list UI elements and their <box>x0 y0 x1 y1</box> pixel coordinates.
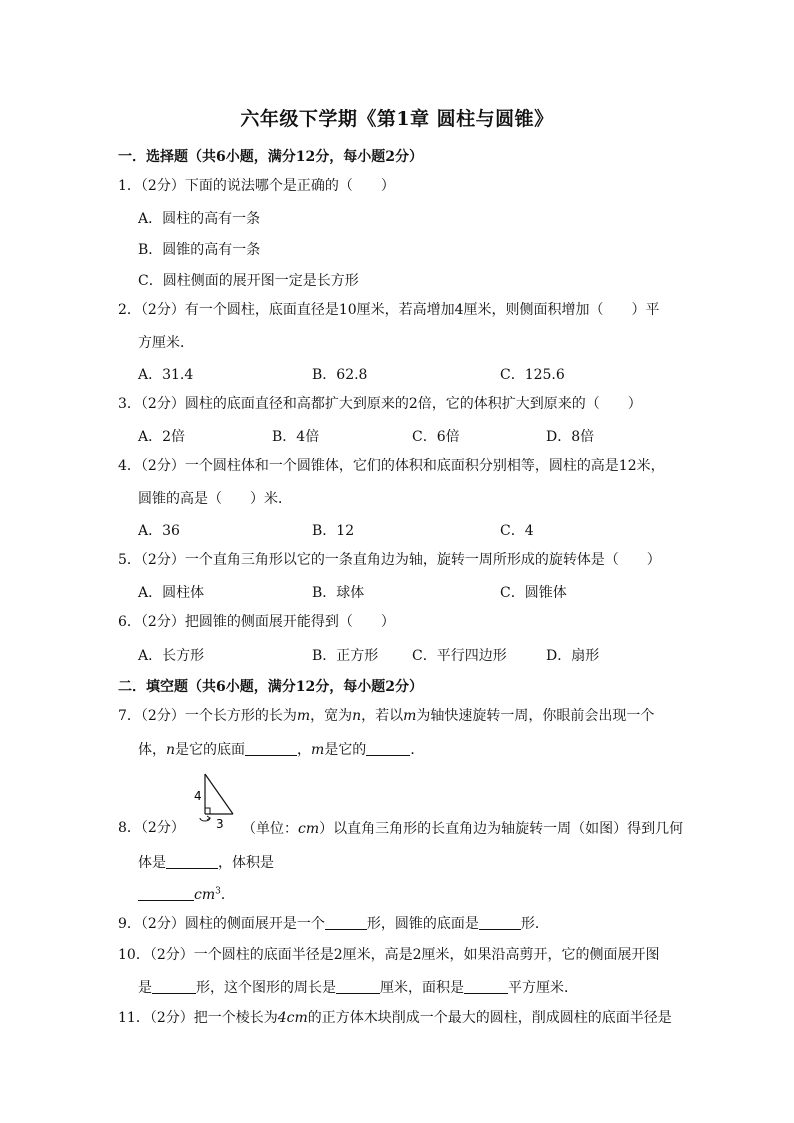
question-1: 1．（2分）下面的说法哪个是正确的（ ） <box>118 178 395 194</box>
q1-option-b[interactable]: B．圆锥的高有一条 <box>138 242 261 258</box>
q7-var-n: n <box>352 708 362 724</box>
q8-unit-cm: cm <box>298 821 320 837</box>
q11-text: 的正方体木块削成一个最大的圆柱，削成圆柱的底面半径是 <box>307 1010 672 1026</box>
q11-text: 11．（2分）把一个棱长为 <box>118 1010 278 1026</box>
q4-option-b[interactable]: B．12 <box>312 523 355 539</box>
question-5: 5．（2分）一个直角三角形以它的一条直角边为轴，旋转一周所形成的旋转体是（ ） <box>118 552 661 568</box>
question-8-line2 <box>138 852 274 872</box>
question-10-line1: 10．（2分）一个圆柱的底面半径是2厘米，高是2厘米，如果沿高剪开，它的侧面展开图 <box>118 947 660 963</box>
q10-blank-3[interactable] <box>464 979 508 994</box>
q6-option-c[interactable]: C．平行四边形 <box>412 648 507 664</box>
question-2: 2．（2分）有一个圆柱，底面直径是10厘米，若高增加4厘米，则侧面积增加（ ）平 <box>118 302 660 318</box>
question-4-cont: 圆锥的高是（ ）米． <box>138 491 292 507</box>
q8-unit-cm: cm <box>194 887 216 903</box>
q7-text: 为轴快速旋转一周，你眼前会出现一个 <box>416 708 655 724</box>
q3-option-d[interactable]: D．8倍 <box>546 429 595 445</box>
q8-blank-2[interactable] <box>138 886 194 901</box>
q9-text: 9．（2分）圆柱的侧面展开是一个 <box>118 916 325 932</box>
q4-option-a[interactable]: A．36 <box>138 523 180 539</box>
q7-text: 是它的 <box>324 742 367 758</box>
q7-text: ，若以 <box>361 708 404 724</box>
q4-option-c[interactable]: C．4 <box>500 523 534 539</box>
q9-text: 形． <box>520 916 549 932</box>
question-9 <box>118 914 549 934</box>
q1-option-c[interactable]: C．圆柱侧面的展开图一定是长方形 <box>138 273 359 289</box>
q7-text: 7．（2分）一个长方形的长为 <box>118 708 297 724</box>
q2-option-a[interactable]: A．31.4 <box>138 367 194 383</box>
q1-option-a[interactable]: A．圆柱的高有一条 <box>138 211 261 227</box>
q11-value: 4 <box>277 1010 287 1026</box>
q9-blank-2[interactable] <box>479 915 521 930</box>
question-10-line2 <box>138 977 578 997</box>
triangle-label-4: 4 <box>194 789 202 803</box>
q2-option-b[interactable]: B．62.8 <box>312 367 368 383</box>
q5-option-a[interactable]: A．圆柱体 <box>138 585 205 601</box>
question-11 <box>118 1008 672 1028</box>
q8-text: （单位： <box>242 821 298 837</box>
q8-blank-1[interactable] <box>166 854 218 869</box>
q11-unit: cm <box>286 1010 308 1026</box>
q10-text: 形，这个图形的周长是 <box>196 980 336 996</box>
q2-option-c[interactable]: C．125.6 <box>500 367 565 383</box>
question-2-cont: 方厘米． <box>138 335 194 351</box>
q7-text: 体， <box>138 742 166 758</box>
q7-text: ． <box>410 742 425 758</box>
q10-text: 厘米，面积是 <box>380 980 464 996</box>
q7-text: ，宽为 <box>310 708 353 724</box>
q7-var-m: m <box>296 708 311 724</box>
question-6: 6．（2分）把圆锥的侧面展开能得到（ ） <box>118 614 395 630</box>
q5-option-c[interactable]: C．圆锥体 <box>500 585 567 601</box>
q8-text: ，体积是 <box>218 855 274 871</box>
q5-option-b[interactable]: B．球体 <box>312 585 365 601</box>
q7-blank-2[interactable] <box>366 741 410 756</box>
question-8-prefix: 8．（2分） <box>118 820 185 836</box>
q8-unit-sup: 3 <box>215 886 221 897</box>
q6-option-a[interactable]: A．长方形 <box>138 648 205 664</box>
q3-option-a[interactable]: A．2倍 <box>138 429 186 445</box>
question-8-line1 <box>242 818 683 838</box>
q8-text: ）以直角三角形的长直角边为轴旋转一周（如图）得到几何 <box>319 821 684 837</box>
q8-text: ． <box>220 887 235 903</box>
q7-text: ， <box>297 742 312 758</box>
right-triangle-figure <box>193 772 239 830</box>
question-7-line1 <box>118 706 654 726</box>
question-4: 4．（2分）一个圆柱体和一个圆锥体，它们的体积和底面积分别相等，圆柱的高是12米， <box>118 458 665 474</box>
q6-option-b[interactable]: B．正方形 <box>312 648 379 664</box>
q6-option-d[interactable]: D．扇形 <box>546 648 600 664</box>
q7-blank-1[interactable] <box>245 741 297 756</box>
q10-blank-1[interactable] <box>152 979 196 994</box>
section-heading-fill: 二．填空题（共6小题，满分12分，每小题2分） <box>118 679 423 695</box>
page-title: 六年级下学期《第1章 圆柱与圆锥》 <box>240 108 554 130</box>
q7-var-m: m <box>311 742 325 758</box>
q3-option-c[interactable]: C．6倍 <box>412 429 460 445</box>
q7-var-n: n <box>166 742 176 758</box>
q3-option-b[interactable]: B．4倍 <box>272 429 320 445</box>
question-7-line2 <box>138 739 424 759</box>
question-8-line3 <box>138 884 235 904</box>
q10-text: 是 <box>138 980 152 996</box>
q7-text: 是它的底面 <box>175 742 246 758</box>
q7-var-m: m <box>403 708 417 724</box>
q9-blank-1[interactable] <box>325 915 367 930</box>
section-heading-choice: 一．选择题（共6小题，满分12分，每小题2分） <box>118 149 423 165</box>
q10-text: 平方厘米． <box>508 980 578 996</box>
question-3: 3．（2分）圆柱的底面直径和高都扩大到原来的2倍，它的体积扩大到原来的（ ） <box>118 396 642 412</box>
q10-blank-2[interactable] <box>336 979 380 994</box>
q8-text: 体是 <box>138 855 166 871</box>
q9-text: 形，圆锥的底面是 <box>366 916 479 932</box>
triangle-label-3: 3 <box>216 817 224 830</box>
